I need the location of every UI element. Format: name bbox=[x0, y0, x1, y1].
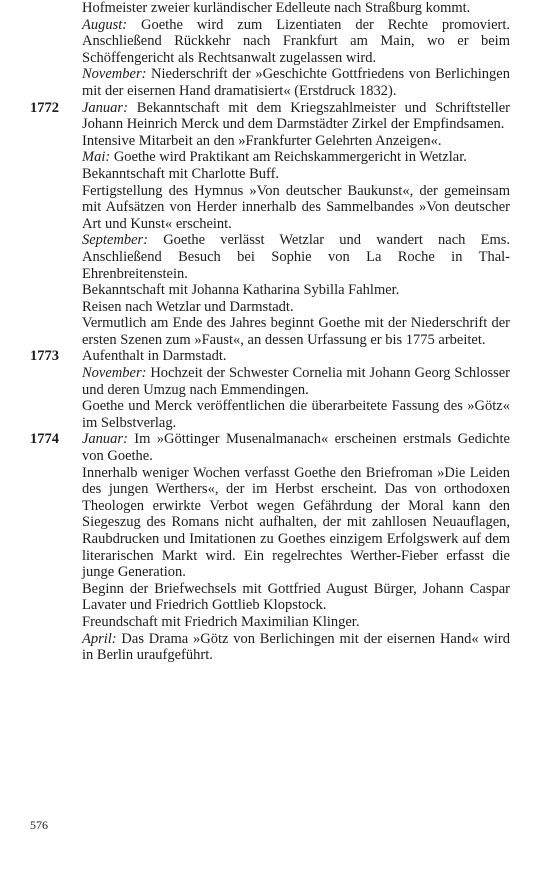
paragraph-text: Bekanntschaft mit Johanna Katharina Sybilla Fahlmer. bbox=[82, 282, 400, 299]
paragraph bbox=[82, 232, 510, 282]
paragraph-text: Freundschaft mit Friedrich Maximilian Klinger. bbox=[82, 613, 360, 630]
chronology-text bbox=[30, 0, 510, 664]
paragraph bbox=[82, 0, 510, 17]
paragraph bbox=[82, 431, 510, 464]
entry-paragraphs bbox=[82, 0, 510, 100]
paragraph bbox=[82, 614, 510, 631]
paragraph bbox=[82, 66, 510, 99]
paragraph bbox=[82, 166, 510, 183]
year-label: 1773 bbox=[30, 348, 59, 365]
paragraph-text: Goethe und Merck veröffentlichen die überarbeitete Fassung des »Götz« im Selbstverlag. bbox=[82, 398, 510, 431]
entry-paragraphs bbox=[82, 431, 510, 663]
paragraph-text: Reisen nach Wetzlar und Darmstadt. bbox=[82, 298, 294, 315]
paragraph bbox=[82, 631, 510, 664]
paragraph bbox=[82, 100, 510, 133]
paragraph-text: Beginn der Briefwechsels mit Gottfried August Bürger, Johann Caspar Lavater und Friedrich Gottlieb Klopstock. bbox=[82, 580, 510, 614]
paragraph-text: Im »Göttinger Musenalmanach« erscheinen erstmals Gedichte von Goethe. bbox=[82, 431, 510, 465]
paragraph-text: Hochzeit der Schwester Cornelia mit Johann Georg Schlosser und deren Umzug nach Emmendingen. bbox=[82, 365, 510, 398]
month-label: November: bbox=[82, 66, 147, 83]
paragraph bbox=[82, 465, 510, 581]
chronology-entry-continued bbox=[30, 0, 510, 100]
paragraph-text: Hofmeister zweier kurländischer Edelleute nach Straßburg kommt. bbox=[82, 0, 471, 16]
paragraph-text: Aufenthalt in Darmstadt. bbox=[82, 348, 227, 365]
chronology-entry-1774 bbox=[30, 431, 510, 663]
paragraph-text: Fertigstellung des Hymnus »Von deutscher Baukunst«, der gemeinsam mit Aufsätzen von Herder innerhalb des Sammelbandes »Von deutscher Art und Kunst« erscheint. bbox=[82, 182, 510, 232]
year-label bbox=[30, 0, 82, 100]
month-label: September: bbox=[82, 232, 149, 249]
month-label: August: bbox=[82, 16, 128, 33]
paragraph bbox=[82, 299, 510, 316]
month-label: Mai: bbox=[82, 149, 111, 166]
paragraph bbox=[82, 581, 510, 614]
paragraph-text: Niederschrift der »Geschichte Gottfriedens von Berlichingen mit der eisernen Hand dramatisiert« (Erstdruck 1832). bbox=[82, 66, 510, 99]
paragraph-text: Intensive Mitarbeit an den »Frankfurter Gelehrten Anzeigen«. bbox=[82, 132, 442, 149]
page-number: 576 bbox=[30, 818, 48, 832]
entry-paragraphs bbox=[82, 348, 510, 431]
paragraph bbox=[82, 183, 510, 233]
paragraph-text: Goethe verlässt Wetzlar und wandert nach Ems. Anschließend Besuch bei Sophie von La Roche in Thal-Ehrenbreitenstein. bbox=[82, 232, 510, 282]
paragraph bbox=[82, 348, 510, 365]
paragraph-text: Bekanntschaft mit dem Kriegszahlmeister und Schriftsteller Johann Heinrich Merck und dem Darmstädter Zirkel der Empfindsamen. bbox=[82, 99, 510, 133]
paragraph-text: Goethe wird Praktikant am Reichskammergericht in Wetzlar. bbox=[110, 149, 467, 166]
paragraph-text: Innerhalb weniger Wochen verfasst Goethe den Briefroman »Die Leiden des jungen Werthers«, der im Herbst erscheint. Das von orthodoxen Theologen erwirkte Verbot wegen Gefährdung der Moral kann den Siegeszug des Romans nicht aufhalten, der mit zahllosen Neuauflagen, Raubdrucken und Imitationen zu Goethes einzigem Erfolgswerk auf dem literarischen Markt wird. Ein regelrechtes Werther-Fieber erfasst die junge Generation. bbox=[82, 464, 510, 581]
month-label: Januar: bbox=[82, 431, 128, 448]
chronology-entry-1773 bbox=[30, 348, 510, 431]
entry-paragraphs bbox=[82, 100, 510, 349]
paragraph-text: Bekanntschaft mit Charlotte Buff. bbox=[82, 165, 280, 182]
year-label: 1774 bbox=[30, 431, 59, 448]
month-label: April: bbox=[82, 630, 117, 647]
paragraph-text: Das Drama »Götz von Berlichingen mit der eisernen Hand« wird in Berlin uraufgeführt. bbox=[82, 630, 510, 664]
chronology-entry-1772 bbox=[30, 100, 510, 349]
paragraph-text: Vermutlich am Ende des Jahres beginnt Goethe mit der Niederschrift der ersten Szenen zum »Faust«, an dessen Urfassung er bis 1775 arbeitet. bbox=[82, 315, 510, 348]
paragraph bbox=[82, 315, 510, 348]
month-label: Januar: bbox=[82, 99, 128, 116]
paragraph bbox=[82, 133, 510, 150]
month-label: November: bbox=[82, 365, 147, 382]
paragraph bbox=[82, 398, 510, 431]
paragraph bbox=[82, 282, 510, 299]
year-label: 1772 bbox=[30, 99, 59, 116]
paragraph bbox=[82, 149, 510, 166]
paragraph bbox=[82, 17, 510, 67]
paragraph-text: Goethe wird zum Lizentiaten der Rechte promoviert. Anschließend Rückkehr nach Frankfurt am Main, wo er beim Schöffengericht als Rechtsanwalt zugelassen wird. bbox=[82, 16, 510, 66]
paragraph bbox=[82, 365, 510, 398]
